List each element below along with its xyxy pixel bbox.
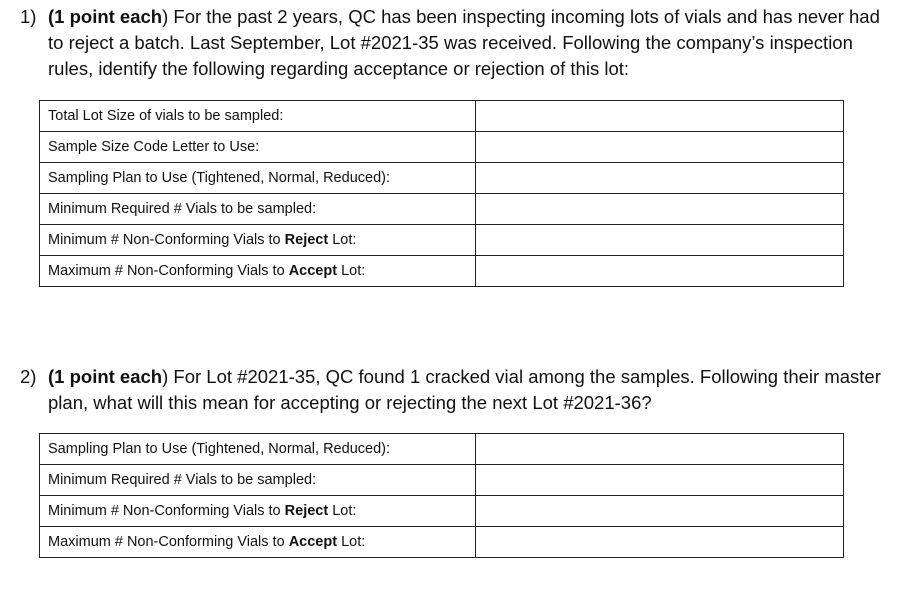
row-label: Total Lot Size of vials to be sampled: bbox=[40, 101, 476, 132]
row-label: Maximum # Non-Conforming Vials to Accept Lot: bbox=[40, 527, 476, 558]
question-1 bbox=[20, 4, 900, 82]
table-row bbox=[40, 527, 844, 558]
table-row bbox=[40, 132, 844, 163]
table-row bbox=[40, 496, 844, 527]
question-1-table bbox=[39, 100, 844, 287]
table-row bbox=[40, 434, 844, 465]
question-2-text bbox=[48, 364, 900, 416]
table-row bbox=[40, 101, 844, 132]
answer-cell[interactable] bbox=[476, 163, 844, 194]
answer-cell[interactable] bbox=[476, 434, 844, 465]
table-row bbox=[40, 256, 844, 287]
table-row bbox=[40, 163, 844, 194]
row-label: Minimum Required # Vials to be sampled: bbox=[40, 465, 476, 496]
question-2-points: (1 point each bbox=[48, 366, 163, 387]
question-2-table bbox=[39, 433, 844, 558]
answer-cell[interactable] bbox=[476, 101, 844, 132]
question-1-text bbox=[48, 4, 900, 82]
answer-cell[interactable] bbox=[476, 132, 844, 163]
row-label: Sample Size Code Letter to Use: bbox=[40, 132, 476, 163]
row-label: Minimum # Non-Conforming Vials to Reject Lot: bbox=[40, 496, 476, 527]
question-2-body: ) For Lot #2021-35, QC found 1 cracked vial among the samples. Following their master plan, what will this mean for accepting or rejecting the next Lot #2021-36? bbox=[48, 366, 881, 413]
answer-cell[interactable] bbox=[476, 465, 844, 496]
table-row bbox=[40, 465, 844, 496]
row-label: Sampling Plan to Use (Tightened, Normal, Reduced): bbox=[40, 163, 476, 194]
answer-cell[interactable] bbox=[476, 496, 844, 527]
question-1-number: 1) bbox=[20, 6, 37, 27]
table-row bbox=[40, 225, 844, 256]
answer-cell[interactable] bbox=[476, 256, 844, 287]
row-label: Sampling Plan to Use (Tightened, Normal, Reduced): bbox=[40, 434, 476, 465]
question-2-number: 2) bbox=[20, 366, 37, 387]
question-1-body: ) For the past 2 years, QC has been inspecting incoming lots of vials and has never had to reject a batch. Last September, Lot #2021-35 was received. Following the company’s inspection rules, identify the following regarding acceptance or rejection of this lot: bbox=[48, 6, 880, 79]
table-row bbox=[40, 194, 844, 225]
row-label: Minimum Required # Vials to be sampled: bbox=[40, 194, 476, 225]
answer-cell[interactable] bbox=[476, 225, 844, 256]
answer-cell[interactable] bbox=[476, 194, 844, 225]
row-label: Minimum # Non-Conforming Vials to Reject Lot: bbox=[40, 225, 476, 256]
question-1-points: (1 point each bbox=[48, 6, 163, 27]
row-label: Maximum # Non-Conforming Vials to Accept Lot: bbox=[40, 256, 476, 287]
question-2 bbox=[20, 364, 900, 416]
answer-cell[interactable] bbox=[476, 527, 844, 558]
